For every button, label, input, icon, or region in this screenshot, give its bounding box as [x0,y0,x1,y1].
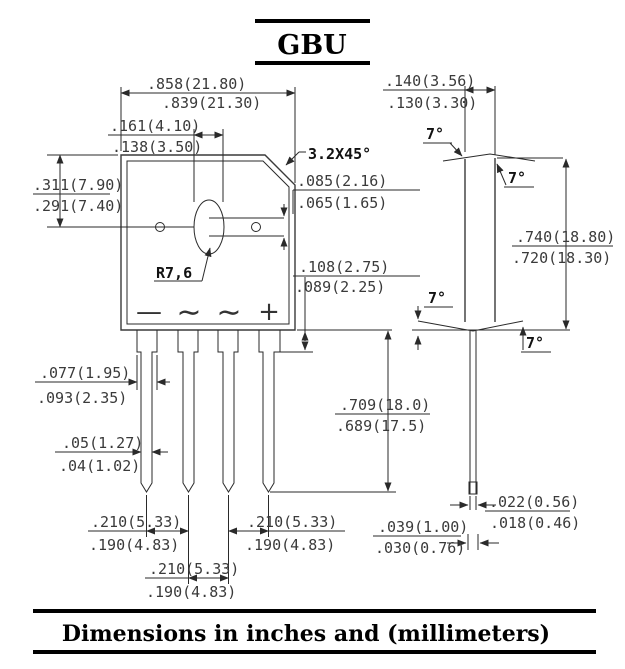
dim-hole-offset-min: .065(1.65) [297,194,388,212]
footer-block [33,609,596,654]
dim-lead-length-max: .709(18.0) [340,396,431,414]
plus-terminal-symbol: + [258,297,280,327]
dim-lead-length-min: .689(17.5) [336,417,427,435]
front-view [121,155,295,492]
draft-angle-top-left: 7° [426,125,445,143]
dim-shoulder-width-min: .093(2.35) [37,389,128,407]
dim-pitch-right-max: .210(5.33) [247,513,338,531]
dim-pitch-center-min: .190(4.83) [146,583,237,601]
dim-body-thickness-max: .140(3.56) [385,72,476,90]
dim-body-height-min: .720(18.30) [512,249,612,267]
dim-lead-tip-width-max: .039(1.00) [378,518,469,536]
title-block [255,19,370,65]
page-title: GBU [277,30,347,61]
dim-body-width-min: .839(21.30) [162,94,262,112]
dim-pitch-center-max: .210(5.33) [149,560,240,578]
lead-2 [178,330,198,492]
dim-body-width-max: .858(21.80) [147,75,247,93]
footer-rule-bottom [33,650,596,654]
dim-shoulder-height-max: .108(2.75) [299,258,390,276]
callout-labels [156,125,544,352]
footer-note: Dimensions in inches and (millimeters) [61,621,551,647]
dim-lead-thickness-min: .018(0.46) [490,514,581,532]
ac-terminal-symbol-right: ∼ [216,295,242,330]
slot-radius-callout: R7,6 [156,264,193,282]
dim-body-thickness-min: .130(3.30) [387,94,478,112]
right-index-hole [252,223,261,232]
dim-body-height-max: .740(18.80) [516,228,616,246]
dim-slot-width-min: .138(3.50) [112,138,203,156]
dim-lead-width-max: .05(1.27) [62,434,144,452]
dim-pitch-left-min: .190(4.83) [89,536,180,554]
dim-hole-center-min: .291(7.40) [33,197,124,215]
minus-terminal-symbol: — [136,297,162,327]
draft-angle-bottom-right: 7° [526,334,545,352]
dim-pitch-right-min: .190(4.83) [245,536,336,554]
chamfer-callout: 3.2X45° [308,145,372,163]
mounting-slot [194,200,224,254]
dim-shoulder-height-min: .089(2.25) [295,278,386,296]
dim-lead-tip-width-min: .030(0.76) [375,539,466,557]
lead-3 [218,330,238,492]
dim-shoulder-width-max: .077(1.95) [40,364,131,382]
dim-lead-thickness-max: .022(0.56) [489,493,580,511]
footer-rule-top [33,609,596,613]
title-rule-top [255,19,370,23]
lead-4 [259,330,280,492]
title-rule-bottom [255,61,370,65]
dim-pitch-left-max: .210(5.33) [91,513,182,531]
side-view [418,154,535,494]
draft-angle-bottom-left: 7° [428,289,447,307]
dim-hole-center-max: .311(7.90) [33,176,124,194]
dim-hole-offset-max: .085(2.16) [297,172,388,190]
ac-terminal-symbol-left: ∼ [176,295,202,330]
dim-lead-width-min: .04(1.02) [59,457,141,475]
dim-slot-width-max: .161(4.10) [110,117,201,135]
draft-angle-top-right: 7° [508,169,527,187]
